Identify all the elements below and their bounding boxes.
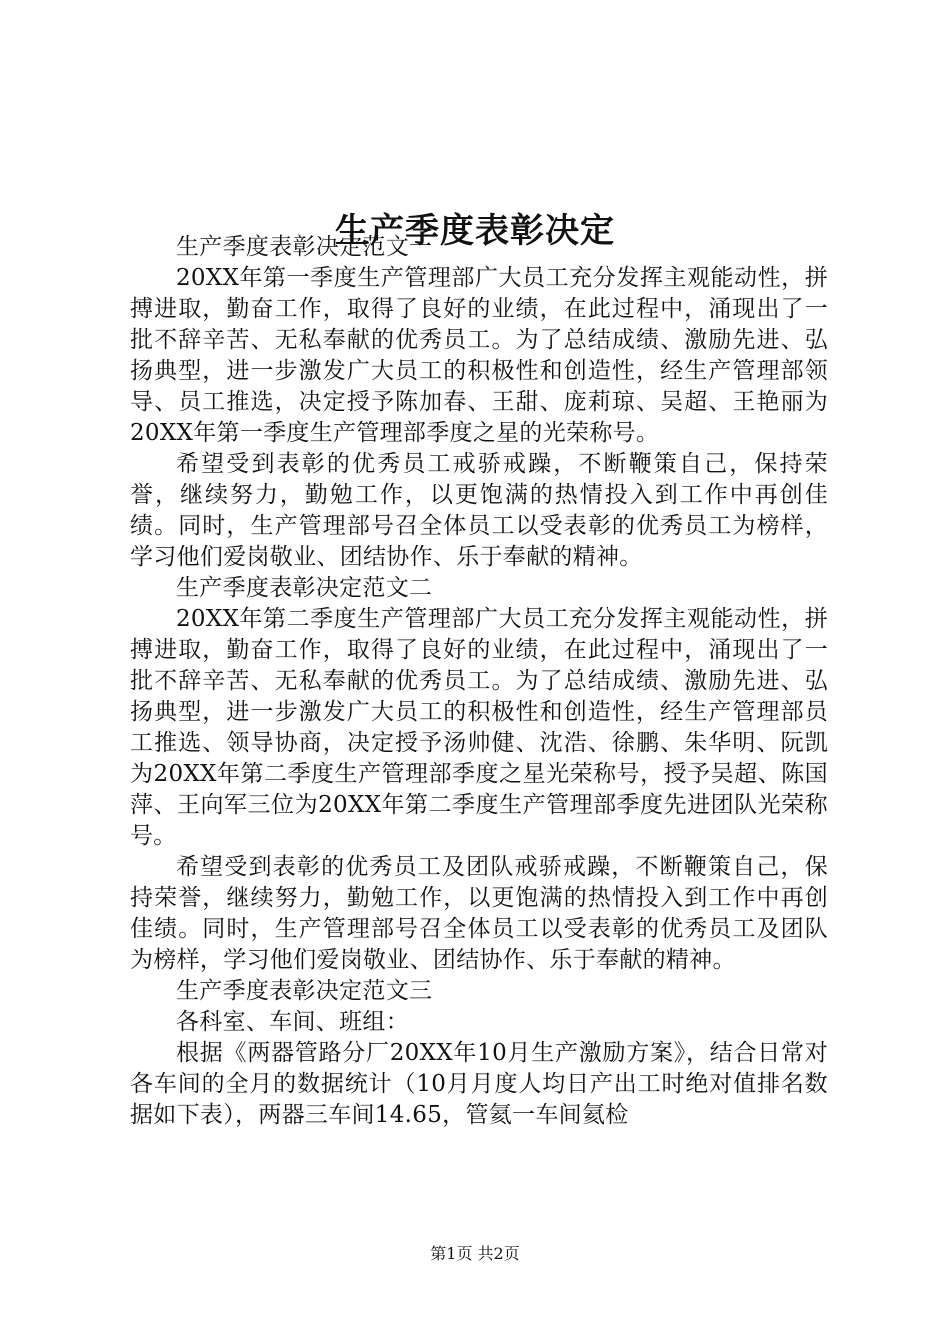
paragraph: 希望受到表彰的优秀员工戒骄戒躁，不断鞭策自己，保持荣誉，继续努力，勤勉工作，以更饱满的热情投入到工作中再创佳绩。同时，生产管理部号召全体员工以受表彰的优秀员工为榜样，学习他们爱岗敬业、团结协作、乐于奉献的精神。 xyxy=(130,451,828,570)
section-heading-3: 生产季度表彰决定范文三 xyxy=(176,978,433,1004)
page-footer: 第1页 共2页 xyxy=(430,1244,520,1263)
paragraph: 20XX年第二季度生产管理部广大员工充分发挥主观能动性，拼搏进取，勤奋工作，取得了良好的业绩，在此过程中，涌现出了一批不辞辛苦、无私奉献的优秀员工。为了总结成绩、激励先进、弘扬典型，进一步激发广大员工的积极性和创造性，经生产管理部员工推选、领导协商，决定授予汤帅健、沈浩、徐鹏、朱华明、阮凯为20XX年第二季度生产管理部季度之星光荣称号，授予吴超、陈国萍、王向军三位为20XX年第二季度生产管理部季度先进团队光荣称号。 xyxy=(130,606,828,849)
section-heading-1: 生产季度表彰决定范文一 xyxy=(176,234,433,260)
paragraph: 希望受到表彰的优秀员工及团队戒骄戒躁，不断鞭策自己，保持荣誉，继续努力，勤勉工作，以更饱满的热情投入到工作中再创佳绩。同时，生产管理部号召全体员工以受表彰的优秀员工及团队为榜样，学习他们爱岗敬业、团结协作、乐于奉献的精神。 xyxy=(130,854,828,973)
document-title: 生产季度表彰决定 xyxy=(335,210,615,251)
salutation: 各科室、车间、班组： xyxy=(176,1009,409,1035)
section-heading-2: 生产季度表彰决定范文二 xyxy=(176,575,433,601)
paragraph: 根据《两器管路分厂20XX年10月生产激励方案》，结合日常对各车间的全月的数据统计（10月月度人均日产出工时绝对值排名数据如下表），两器三车间14.65，管氦一车间氦检 xyxy=(130,1040,828,1128)
document-body xyxy=(130,232,828,1131)
paragraph: 20XX年第一季度生产管理部广大员工充分发挥主观能动性，拼搏进取，勤奋工作，取得了良好的业绩，在此过程中，涌现出了一批不辞辛苦、无私奉献的优秀员工。为了总结成绩、激励先进、弘扬典型，进一步激发广大员工的积极性和创造性，经生产管理部领导、员工推选，决定授予陈加春、王甜、庞莉琼、吴超、王艳丽为20XX年第一季度生产管理部季度之星的光荣称号。 xyxy=(130,265,828,446)
